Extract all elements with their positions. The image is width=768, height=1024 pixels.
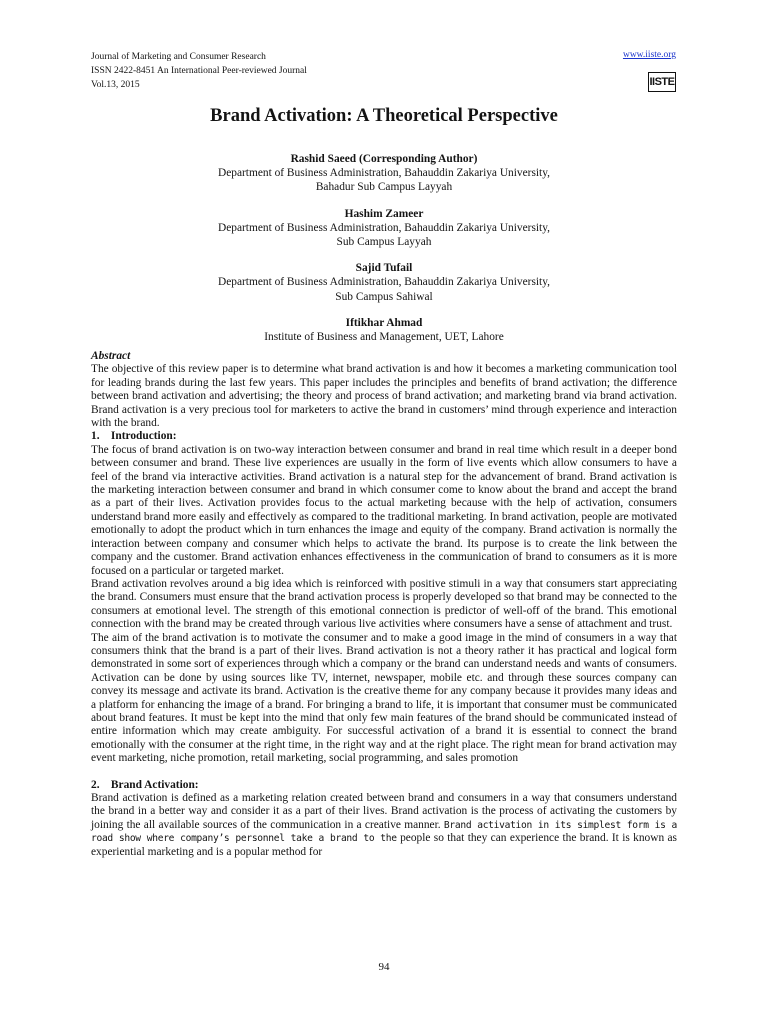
iiste-logo: IISTE — [648, 72, 676, 92]
paragraph-text: people so that they can experience the brand. It is known as experiential marketing and is a popular method for — [91, 832, 677, 858]
journal-issn: ISSN 2422-8451 An International Peer-reviewed Journal — [91, 66, 307, 76]
author-affiliation: Department of Business Administration, Bahauddin Zakariya University, — [217, 167, 551, 180]
journal-name: Journal of Marketing and Consumer Research — [91, 52, 266, 62]
author-name: Hashim Zameer — [344, 207, 424, 220]
author-affiliation: Sub Campus Sahiwal — [335, 290, 433, 303]
paragraph: The aim of the brand activation is to motivate the consumer and to make a good image in the mind of consumers in a way that consumers think that the brand is a part of their lives. Brand activation is not a theory rather it has practical and logical form demonstrated in some sort of experiences through which a company or the brand can understand needs and wants of consumers. Activation can be done by using sources like TV, internet, newspaper, mobile etc. and through these sources company can convey its message and activate its brand. Activation is the creative theme for any company because it provides many ideas and a platform for enhancing the image of a brand. For bringing a brand to life, it is important that consumer must be communicated about brand features. It must be kept into the mind that only few main features of the brand should be communicated instead of entire information which may create ambiguity. For successful activation of a brand it is essential to connect the brand emotionally with the consumer at the right time, in the right way and at the right place. The right mean for brand activation may event marketing, niche promotion, retail marketing, social programming, and sales promotion — [91, 631, 677, 765]
paragraph — [91, 792, 677, 859]
author-entry — [0, 261, 768, 304]
paragraph: Brand activation revolves around a big idea which is reinforced with positive stimuli in a way that consumers start appreciating the brand. Consumers must ensure that the brand activation process is properly developed so that brand may be connected to the consumers at emotional level. The strength of this emotional connection is predictor of well-off of the brand. This emotional connection with the brand may be created through various live activities where consumers have a sense of attachment and trust. — [91, 577, 677, 631]
author-entry — [0, 316, 768, 344]
author-affiliation: Bahadur Sub Campus Layyah — [315, 181, 453, 194]
author-block — [0, 152, 768, 356]
abstract-heading: Abstract — [91, 350, 131, 362]
paragraph: The focus of brand activation is on two-way interaction between consumer and brand in real time which result in a deeper bond between consumer and brand. These live experiences are usually in the form of live events which allow consumers to have a feel of the brand via interactive activities. Brand activation is a natural step for the advancement of brand. Brand activation is the marketing interaction between consumer and brand in which consumer come to know about the brand and accept the brand as a part of their lives. Activation provides focus to the actual marketing because with the help of activation, consumers understand brand more easily and effectively as compared to the traditional marketing. In brand activation, people are motivated emotionally to adopt the product which in turn enhances the image and equity of the company. Brand activation is normally the interaction between company and consumer which helps to activate the brand. Its purpose is to create the link between the company and the customer. Brand activation enhances effectiveness in the communication of brand to consumers as it is more focused on a particular or targeted market. — [91, 443, 677, 577]
section-heading-brand-activation: 2. Brand Activation: — [91, 778, 199, 791]
section-spacer — [91, 766, 677, 779]
author-name: Iftikhar Ahmad — [345, 316, 423, 329]
abstract-text: The objective of this review paper is to determine what brand activation is and how it becomes a marketing communication tool for leading brands during the last few years. This paper includes the principles and benefits of brand activation; the difference between brand activation and advertising; the theory and process of brand activation; and marketing brand via brand activation. Brand activation is a very precious tool for marketers to active the brand in customers’ mind through experience and interaction with the brand. — [91, 363, 677, 430]
paragraph-text-alt-font: Brand activation in its simplest form is a road show where company’s personnel take a brand to the — [91, 819, 677, 845]
author-entry — [0, 207, 768, 250]
journal-url-link[interactable]: www.iiste.org — [622, 50, 676, 60]
author-name: Sajid Tufail — [355, 262, 413, 275]
author-entry — [0, 152, 768, 195]
paper-body — [91, 350, 677, 859]
journal-header — [91, 50, 307, 92]
author-affiliation: Department of Business Administration, Bahauddin Zakariya University, — [217, 276, 551, 289]
author-affiliation: Sub Campus Layyah — [336, 236, 432, 249]
author-affiliation: Department of Business Administration, Bahauddin Zakariya University, — [217, 221, 551, 234]
section-heading-introduction: 1. Introduction: — [91, 430, 177, 443]
author-name: Rashid Saeed (Corresponding Author) — [290, 153, 478, 165]
author-affiliation: Institute of Business and Management, UET, Lahore — [264, 331, 504, 344]
paragraph-text: Brand activation is defined as a marketing relation created between brand and consumers in a way that consumers understand the brand in a better way and consider it as a part of their lives. Brand activation is the process of activating the customers by joining the all available sources of the communication in a creative manner. — [91, 792, 677, 831]
paper-title: Brand Activation: A Theoretical Perspective — [210, 106, 558, 126]
journal-volume: Vol.13, 2015 — [91, 80, 140, 90]
page-number: 94 — [378, 961, 390, 973]
